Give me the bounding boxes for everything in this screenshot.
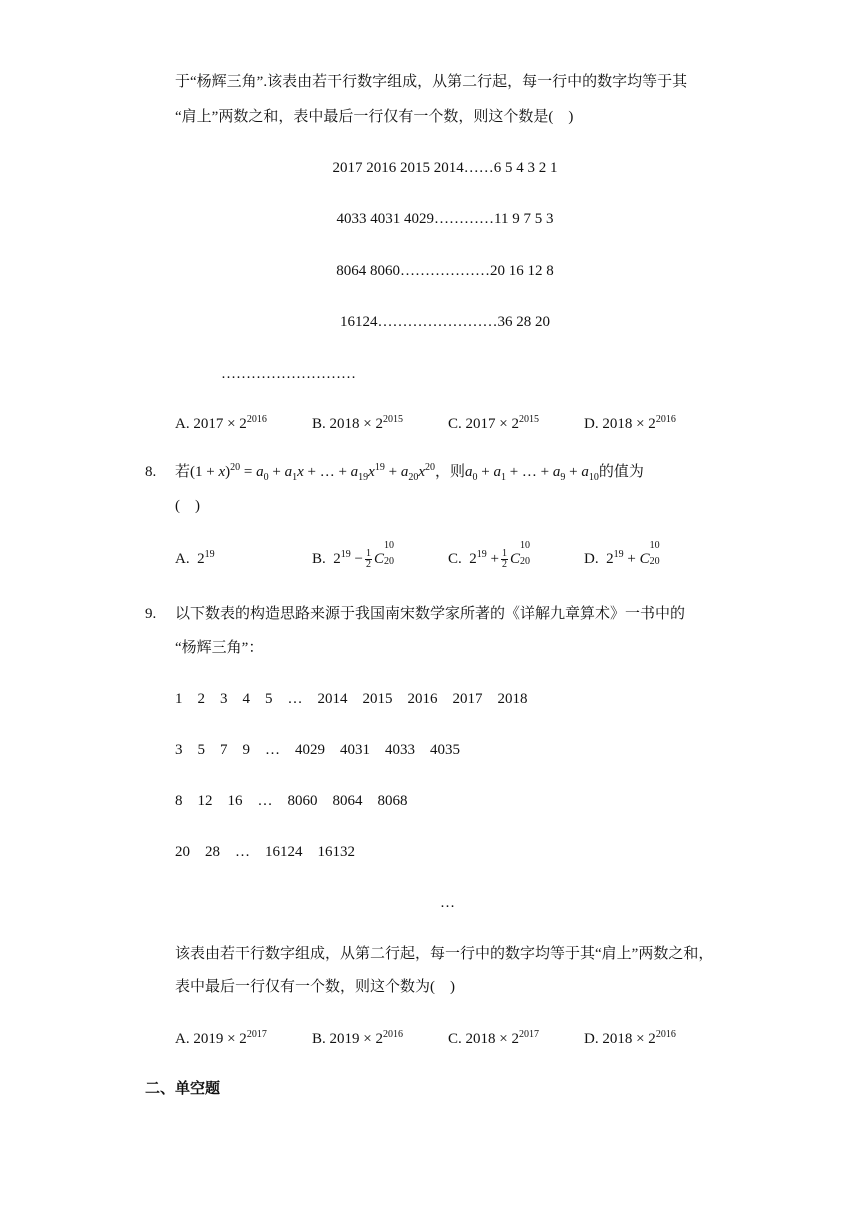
q7-ellipsis: ……………………… [221, 366, 356, 382]
q7-row-4: 16124……………………36 28 20 [340, 314, 550, 330]
q9-option-c[interactable]: C. $2018 \times 2^{2017}$ [448, 1029, 539, 1047]
q7-row-3: 8064 8060………………20 16 12 8 [336, 263, 554, 279]
q8-option-d[interactable]: D. $2^{19} + C$ 10 20 [584, 540, 660, 567]
q9-row-3: 8 12 16 … 8060 8064 8068 [175, 793, 408, 809]
section-heading: 二、单空题 [145, 1079, 221, 1097]
q7-row-1: 2017 2016 2015 2014……6 5 4 3 2 1 [332, 160, 558, 176]
q9-option-a[interactable]: A. $2019 \times 2^{2017}$ [175, 1029, 267, 1047]
q9-row-1: 1 2 3 4 5 … 2014 2015 2016 2017 2018 [175, 691, 528, 707]
q9-line1: 以下数表的构造思路来源于我国南宋数学家所著的《详解九章算术》一书中的 [175, 606, 686, 622]
q7-intro-line1: 于“杨辉三角”.该表由若干行数字组成，从第二行起，每一行中的数字均等于其 [175, 74, 688, 90]
q7-option-a[interactable]: A. $2017 \times 2^{2016}$ [175, 414, 267, 432]
q7-row-2: 4033 4031 4029…………11 9 7 5 3 [336, 211, 554, 227]
q9-row-4: 20 28 … 16124 16132 [175, 844, 356, 860]
q9-ellipsis: … [440, 895, 455, 911]
q8-option-c[interactable]: C. $2^{19}$ + $\frac{1}{2}$ C 10 20 [448, 540, 530, 571]
q7-intro-line2: “肩上”两数之和，表中最后一行仅有一个数，则这个数是( ) [175, 109, 574, 125]
q7-option-d[interactable]: D. $2018 \times 2^{2016}$ [584, 414, 676, 432]
q8-option-a[interactable]: A. $2^{19}$ [175, 549, 215, 567]
q7-option-c[interactable]: C. $2017 \times 2^{2015}$ [448, 414, 539, 432]
q9-body-line2: 表中最后一行仅有一个数，则这个数为( ) [175, 979, 455, 995]
q9-number: 9. [145, 606, 157, 622]
q9-row-2: 3 5 7 9 … 4029 4031 4033 4035 [175, 742, 461, 758]
q8-number: 8. [145, 464, 157, 480]
q8-paren: ( ) [175, 498, 200, 514]
q9-option-b[interactable]: B. $2019 \times 2^{2016}$ [312, 1029, 403, 1047]
q9-line2: “杨辉三角”： [175, 640, 264, 656]
q9-option-d[interactable]: D. $2018 \times 2^{2016}$ [584, 1029, 676, 1047]
q9-body-line1: 该表由若干行数字组成，从第二行起，每一行中的数字均等于其“肩上”两数之和， [175, 946, 714, 962]
q7-option-b[interactable]: B. $2018 \times 2^{2015}$ [312, 414, 403, 432]
q8-stem: 若$(1 + x)^{20} = a_0 + a_1x$ + … + $a_{19}x^{19} + a_{20}x^{20}$，则$a_0 + a_1$ + … + $a_9 + a_{10}$的值为 [175, 462, 644, 483]
q8-option-b[interactable]: B. $2^{19}$ − $\frac{1}{2}$ C 10 20 [312, 540, 394, 571]
